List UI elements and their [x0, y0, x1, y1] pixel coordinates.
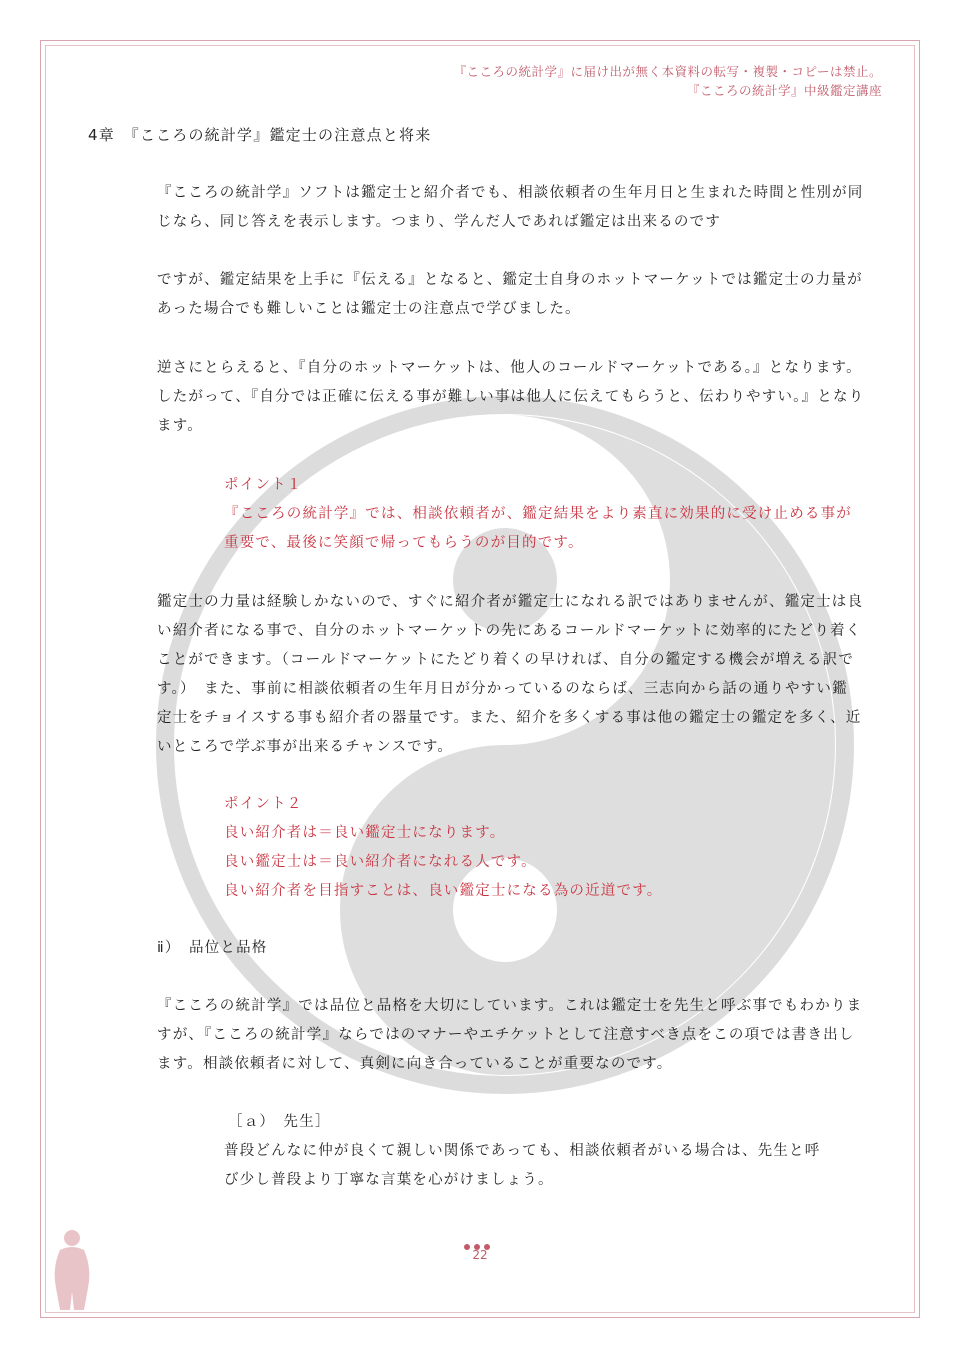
paragraph-line: 『こころの統計学』ソフトは鑑定士と紹介者でも、相談依頼者の生年月日と生まれた時間と性別が同 [157, 185, 864, 201]
point2-line: 良い紹介者は＝良い鑑定士になります。 [224, 825, 506, 841]
chapter-title: 4章 『こころの統計学』鑑定士の注意点と将来 [88, 126, 432, 144]
paragraph-line: 鑑定士の力量は経験しかないので、すぐに紹介者が鑑定士になれる訳ではありませんが、鑑定士は良 [157, 594, 864, 610]
subsection-line: び少し普段より丁寧な言葉を心がけましょう。 [224, 1172, 554, 1188]
header-course: 『こころの統計学』中級鑑定講座 [686, 83, 882, 98]
point1-line: 『こころの統計学』では、相談依頼者が、鑑定結果をより素直に効果的に受け止める事が [224, 506, 852, 522]
paragraph-line: したがって、『自分では正確に伝える事が難しい事は他人に伝えてもらうと、伝わりやすい。』となり [157, 389, 865, 405]
paragraph-line: ます。 [157, 418, 203, 434]
paragraph-line: ですが、鑑定結果を上手に『伝える』となると、鑑定士自身のホットマーケットでは鑑定士の力量が [157, 272, 863, 288]
paragraph-line: い紹介者になる事で、自分のホットマーケットの先にあるコールドマーケットに効率的にたどり着く [157, 623, 862, 639]
section-heading: ⅱ） 品位と品格 [157, 940, 268, 956]
paragraph-line: あった場合でも難しいことは鑑定士の注意点で学びました。 [157, 301, 581, 317]
header-notice: 『こころの統計学』に届け出が無く本資料の転写・複製・コピーは禁止。 [453, 64, 882, 79]
paragraph-line: 逆さにとらえると、『自分のホットマーケットは、他人のコールドマーケットである。』となります。 [157, 360, 862, 376]
paragraph-line: いところで学ぶ事が出来るチャンスです。 [157, 739, 454, 755]
page-dots [464, 1235, 498, 1243]
subsection-line: 普段どんなに仲が良くて親しい関係であっても、相談依頼者がいる場合は、先生と呼 [224, 1143, 821, 1159]
paragraph-line: 定士をチョイスする事も紹介者の器量です。また、紹介を多くする事は他の鑑定士の鑑定を多く、近 [157, 710, 862, 726]
paragraph-line: 『こころの統計学』では品位と品格を大切にしています。これは鑑定士を先生と呼ぶ事でもわかりま [157, 998, 863, 1014]
point1-title: ポイント１ [224, 477, 303, 493]
subsection-title: ［ａ） 先生］ [228, 1114, 331, 1130]
point2-title: ポイント２ [224, 796, 303, 812]
point1-line: 重要で、最後に笑顔で帰ってもらうのが目的です。 [224, 535, 584, 551]
page-number: 22 [472, 1248, 488, 1262]
paragraph-line: ことができます。（コールドマーケットにたどり着くの早ければ、自分の鑑定する機会が増える訳で [157, 652, 855, 668]
person-silhouette-icon [52, 1228, 92, 1310]
paragraph-line: すが、『こころの統計学』ならではのマナーやエチケットとして注意すべき点をこの項では書き出し [157, 1027, 855, 1043]
point2-line: 良い鑑定士は＝良い紹介者になれる人です。 [224, 854, 537, 870]
point2-line: 良い紹介者を目指すことは、良い鑑定士になる為の近道です。 [224, 883, 663, 899]
paragraph-line: す。） また、事前に相談依頼者の生年月日が分かっているのならば、三志向から話の通りやすい鑑 [157, 681, 848, 697]
paragraph-line: じなら、同じ答えを表示します。つまり、学んだ人であれば鑑定は出来るのです [157, 214, 722, 230]
paragraph-line: ます。相談依頼者に対して、真剣に向き合っていることが重要なのです。 [157, 1056, 673, 1072]
